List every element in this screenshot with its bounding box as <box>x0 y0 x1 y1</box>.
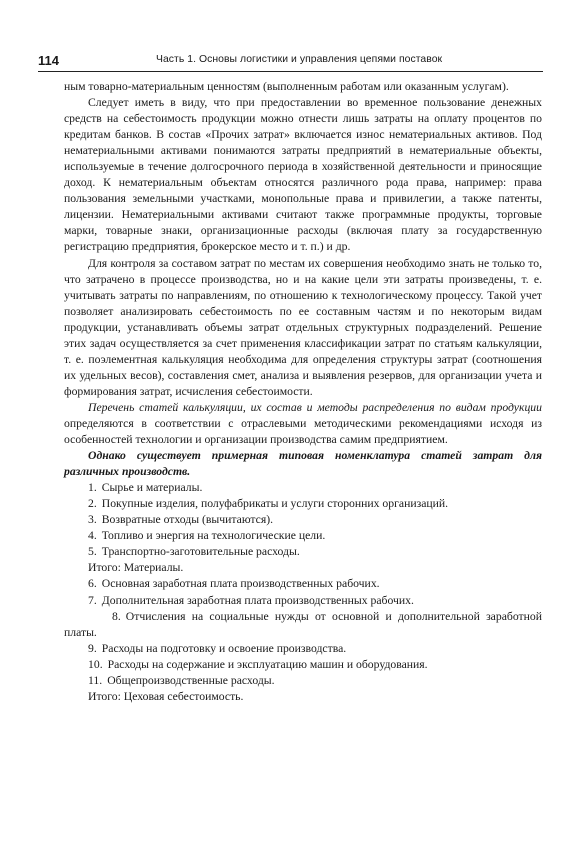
page-header <box>38 51 543 72</box>
paragraph-costing-items <box>64 400 542 448</box>
list-item: 8. Отчисления на социальные нужды от основной и дополнительной заработной платы. <box>64 609 542 639</box>
page-body <box>64 79 542 705</box>
list-item: 2. Покупные изделия, полуфабрикаты и услуги сторонних организаций. <box>88 497 449 511</box>
paragraph-nomenclature: Однако существует примерная типовая номенклатура статей затрат для различных производств. <box>64 449 542 479</box>
list-subtotal: Итого: Материалы. <box>88 561 184 575</box>
page-number: 114 <box>38 53 59 68</box>
cost-items-list <box>64 480 542 705</box>
paragraph-intangible-assets: Следует иметь в виду, что при предоставлении во временное пользование денежных средств на себестоимость продукции можно отнести лишь затраты на оплату процентов по кредитам банков. В состав «Прочих затрат» включается износ нематериальных активов. Под нематериальными активами понимаются затраты предприятий в нематериальные объекты, используемые в течение долгосрочного периода в хозяйственной деятельности и приносящие доход. К нематериальным объектам относятся различного рода права, например: права пользования земельными участками, монопольные права и привилегии, а также патенты, лицензии. Нематериальными активами считают также программные продукты, торговые марки, товарные знаки, организационные расходы (включая плату за государственную регистрацию предприятия, брокерское место и т. п.) и др. <box>64 96 542 254</box>
list-total: Итого: Цеховая себестоимость. <box>88 689 244 703</box>
list-item: 5. Транспортно-заготовительные расходы. <box>88 545 300 559</box>
list-item: 6. Основная заработная плата производственных рабочих. <box>88 577 380 591</box>
list-item: 11. Общепроизводственные расходы. <box>88 673 275 687</box>
list-item: 9. Расходы на подготовку и освоение производства. <box>88 641 347 655</box>
list-item: 4. Топливо и энергия на технологические цели. <box>88 529 326 543</box>
italic-lead: Перечень статей калькуляции, их состав и методы распределения по видам продукции <box>88 400 542 414</box>
running-title: Часть 1. Основы логистики и управления цепями поставок <box>156 54 443 65</box>
list-item: 1. Сырье и материалы. <box>88 481 203 495</box>
list-item: 7. Дополнительная заработная плата производственных рабочих. <box>88 593 414 607</box>
paragraph-cost-control: Для контроля за составом затрат по местам их совершения необходимо знать не только то, что затрачено в процессе производства, но и на какие цели эти затраты произведены, т. е. учитывать затраты по направлениям, по отношению к технологическому процессу. Такой учет позволяет анализировать себестоимость по ее составным частям и по некоторым видам продукции, устанавливать объемы затрат отдельных структурных подразделений. Решение этих задач осуществляется за счет применения классификации затрат по статьям калькуляции, т. е. поэлементная калькуляция необходима для определения структуры затрат (соотношения их удельных весов), составления смет, анализа и выявления резервов, для организации учета и формирования затрат, исчисления себестоимости. <box>64 256 542 398</box>
paragraph-rest: определяются в соответствии с отраслевыми методическими рекомендациями исходя из особенностей технологии и организации производства самим предприятием. <box>64 416 542 447</box>
list-item: 10. Расходы на содержание и эксплуатацию машин и оборудования. <box>88 657 428 671</box>
list-item: 3. Возвратные отходы (вычитаются). <box>88 513 274 527</box>
paragraph-continuation: ным товарно-материальным ценностям (выполненным работам или оказанным услугам). <box>64 80 509 93</box>
